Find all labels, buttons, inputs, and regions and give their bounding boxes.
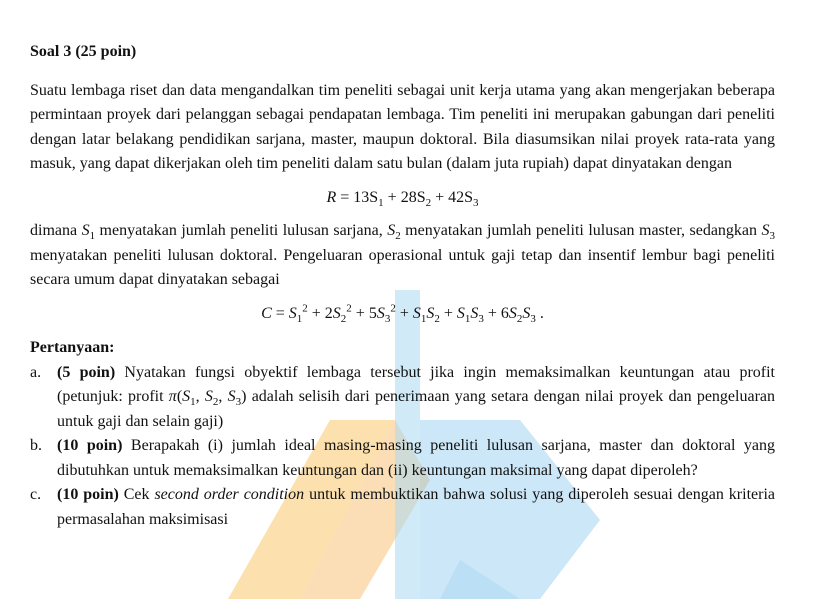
question-item-c: c. (10 poin) Cek second order condition untuk membuktikan bahwa solusi yang diperoleh sesuai dengan kriteria permasalahan maksimisasi: [30, 486, 776, 528]
question-item-b: b. (10 poin) Berapakah (i) jumlah ideal masing-masing peneliti lulusan sarjana, master dan doktoral yang dibutuhkan untuk memaksimalkan keuntungan dan (ii) keuntungan maksimal yang dapat diperoleh?: [30, 437, 776, 479]
question-title: Soal 3 (25 poin): [30, 43, 137, 60]
cost-equation: $C = S_1^2 + 2S_2^2 + 5S_3^2 + S_1S_2 + S_1S_3 + 6S_2S_3$ .: [261, 302, 544, 325]
document-page: [30, 40, 775, 532]
revenue-equation: $R = 13S_1 + 28S_2 + 42S_3$: [326, 188, 479, 209]
variables-paragraph: dimana $S_1$ menyatakan jumlah peneliti lulusan sarjana, $S_2$ menyatakan jumlah peneliti lulusan master, sedangkan $S_3$ menyatakan peneliti lulusan doktoral. Pengeluaran operasional untuk gaji tetap dan insentif lembur bagi peneliti secara umum dapat dinyatakan sebagai: [30, 222, 775, 288]
question-item-a: a. (5 poin) Nyatakan fungsi obyektif lembaga tersebut jika ingin memaksimalkan keuntungan atau profit (petunjuk: profit $\pi(S_1$, $S_2$, $S_3$) adalah selisih dari penerimaan yang setara dengan nilai proyek dan pengeluaran untuk gaji dan selain gaji): [30, 363, 776, 430]
question-list: [30, 361, 775, 533]
questions-heading: Pertanyaan:: [30, 339, 115, 356]
intro-paragraph: Suatu lembaga riset dan data mengandalkan tim peneliti sebagai unit kerja utama yang akan mengerjakan beberapa permintaan proyek dari pelanggan sebagai pendapatan lembaga. Tim peneliti ini merupakan gabungan dari peneliti dengan latar belakang pendidikan sarjana, master, maupun doktoral. Bila diasumsikan nilai proyek rata-rata yang masuk, yang dapat dikerjakan oleh tim peneliti dalam satu bulan (dalam juta rupiah) dapat dinyatakan dengan: [30, 81, 775, 172]
